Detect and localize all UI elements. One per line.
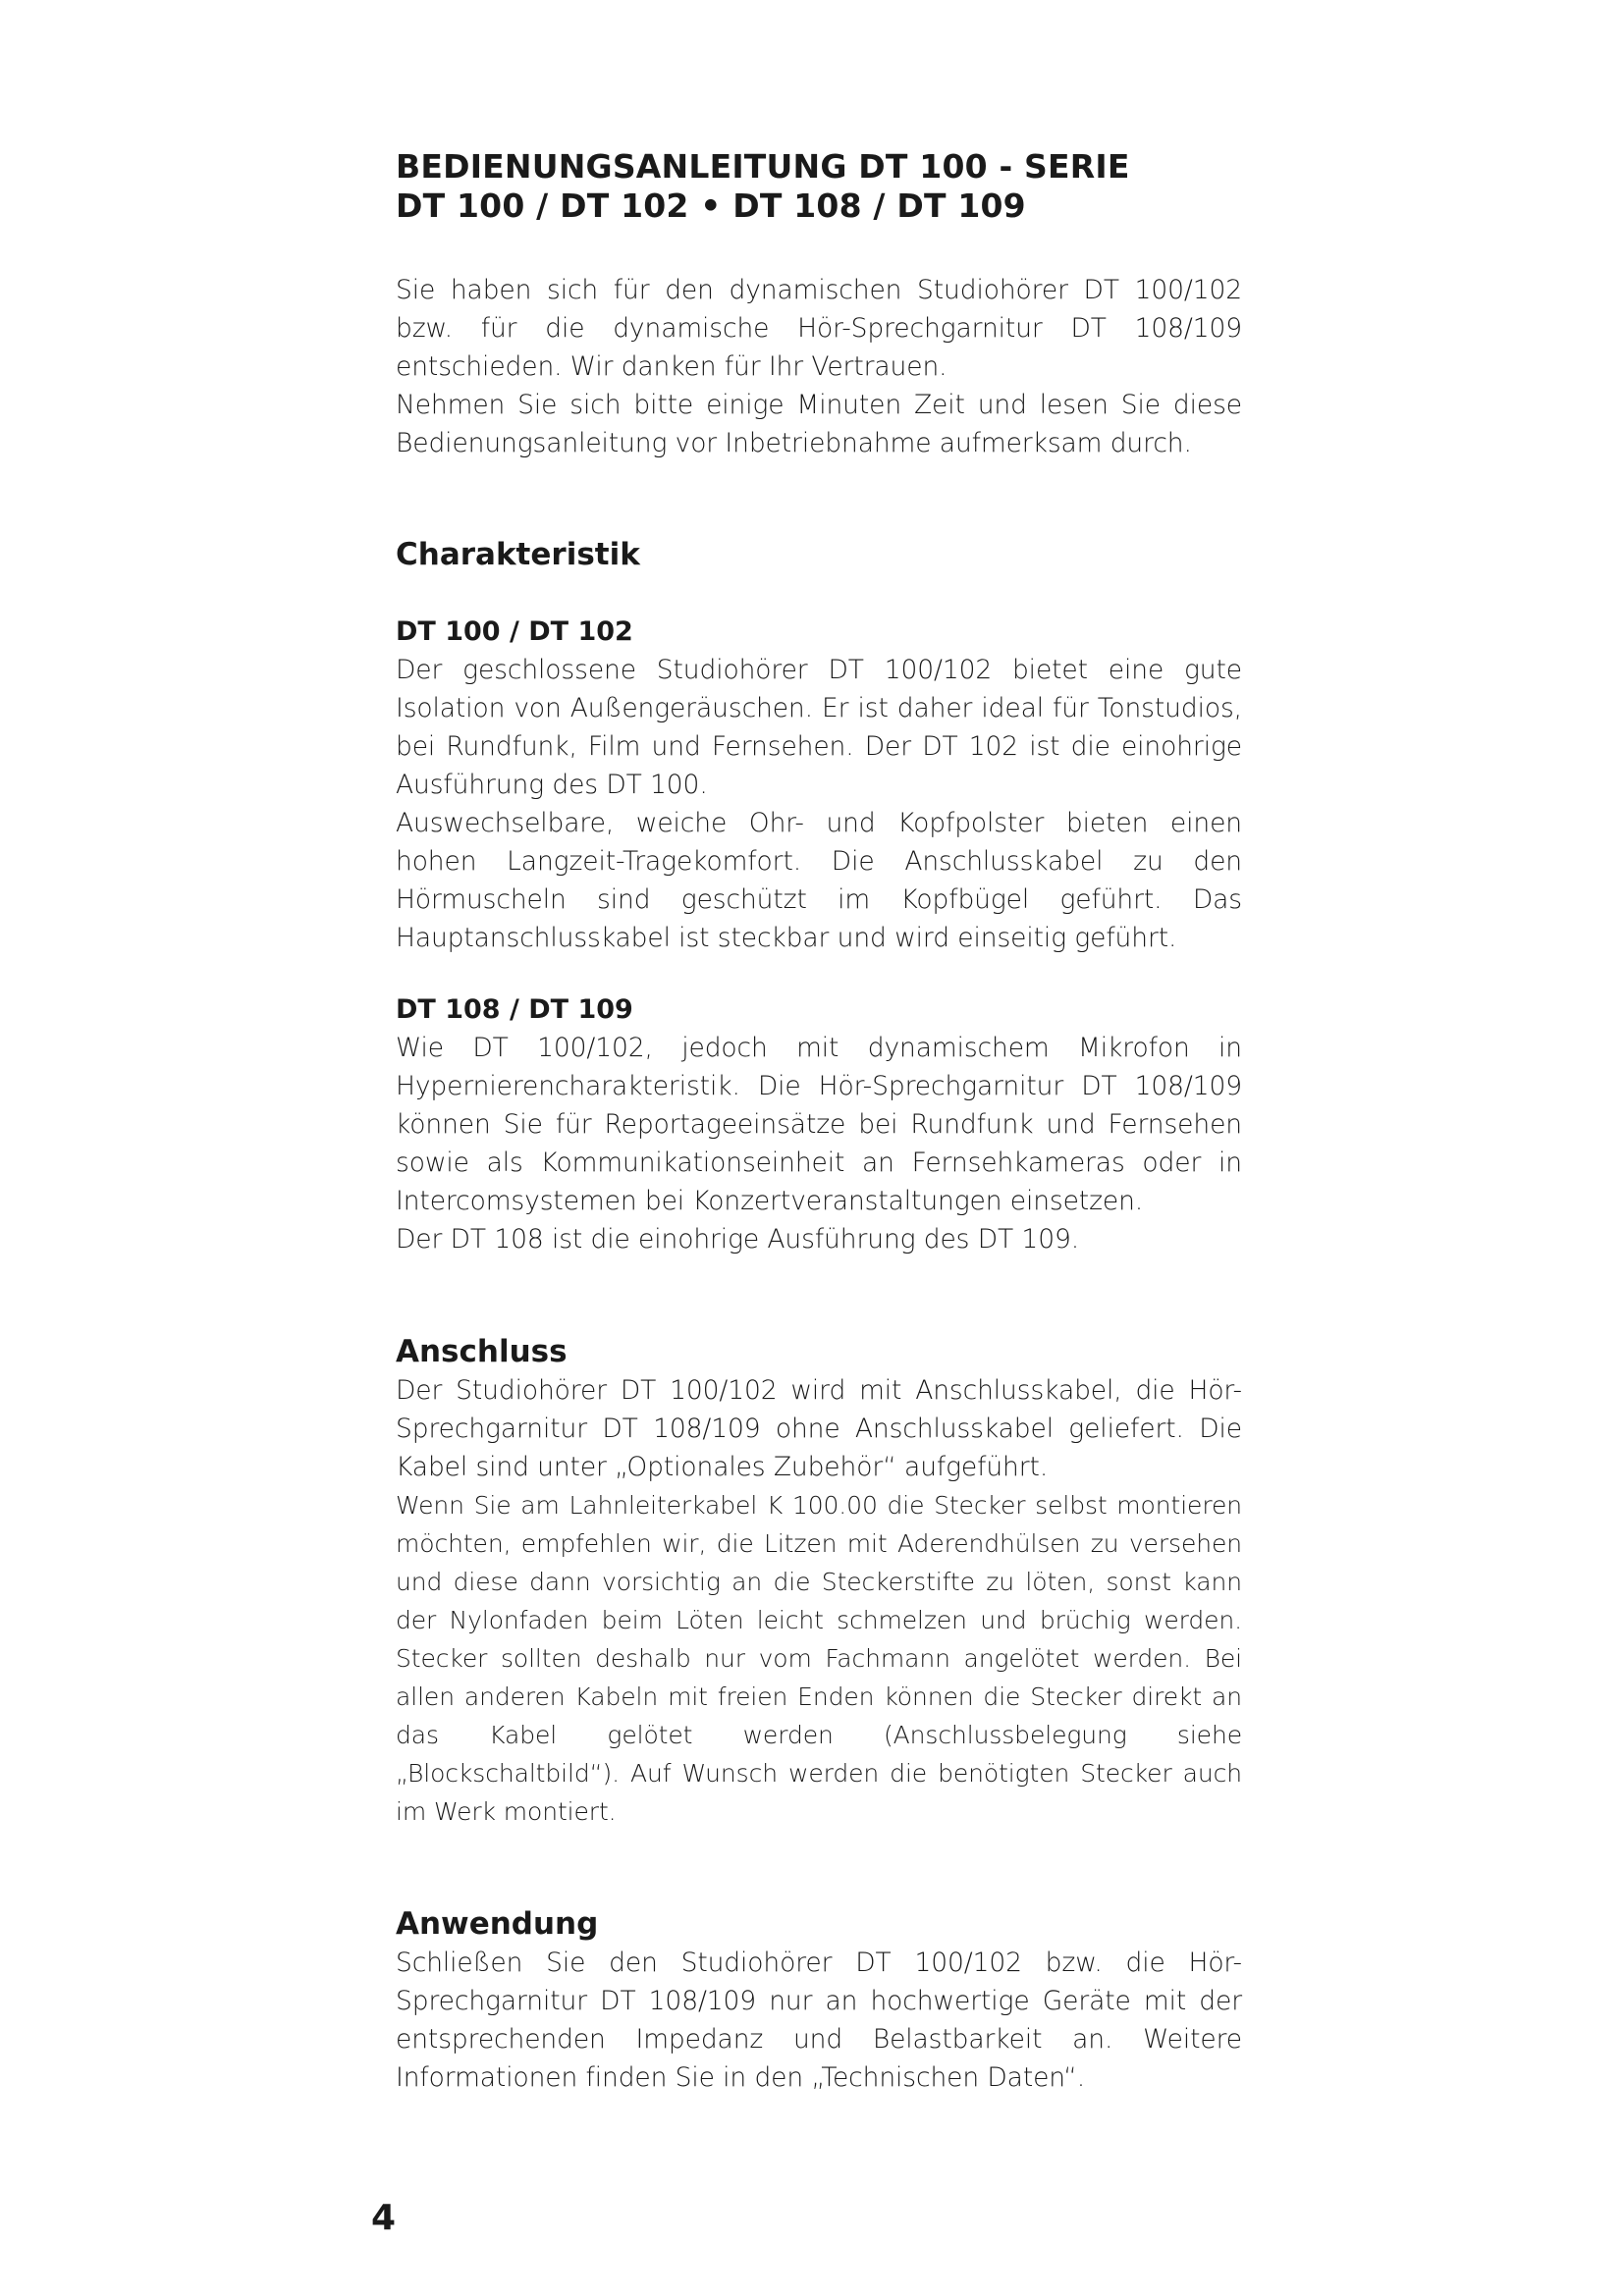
body-paragraph: Der Studiohörer DT 100/102 wird mit Anschlusskabel, die Hör-Sprechgarnitur DT 108/109 ohne Anschlusskabel geliefert. Die Kabel sind unter „Optionales Zubehör“ aufgeführt. (396, 1375, 1242, 1482)
body-paragraph: Auswechselbare, weiche Ohr- und Kopfpolster bieten einen hohen Langzeit-Tragekomfort. Die Anschlusskabel zu den Hörmuscheln sind geschützt im Kopfbügel geführt. Das Hauptanschlusskabel ist steckbar und wird einseitig geführt. (396, 808, 1242, 953)
manual-page (396, 147, 1242, 2097)
body-paragraph: Wenn Sie am Lahnleiterkabel K 100.00 die Stecker selbst montieren möchten, empfehlen wir, die Litzen mit Aderendhülsen zu versehen und diese dann vorsichtig an die Steckerstifte zu löten, sonst kann der Nylonfaden beim Löten leicht schmelzen und brüchig werden. Stecker sollten deshalb nur vom Fachmann angelötet werden. Bei allen anderen Kabeln mit freien Enden können die Stecker direkt an das Kabel gelötet werden (Anschlussbelegung siehe „Blockschaltbild“). Auf Wunsch werden die benötigten Stecker auch im Werk montiert. (396, 1491, 1242, 1826)
subsection-dt100 (396, 614, 1242, 957)
body-paragraph: Wie DT 100/102, jedoch mit dynamischem Mikrofon in Hypernierencharakteristik. Die Hör-Sprechgarnitur DT 108/109 können Sie für Reportageeinsätze bei Rundfunk und Fernsehen sowie als Kommunikationseinheit an Fernsehkameras oder in Intercomsystemen bei Konzertveranstaltungen einsetzen. (396, 1033, 1242, 1216)
title-line-2: DT 100 / DT 102 • DT 108 / DT 109 (396, 187, 1026, 225)
section-heading-charakteristik: Charakteristik (396, 537, 640, 572)
body-paragraph: Der DT 108 ist die einohrige Ausführung des DT 109. (396, 1224, 1080, 1255)
section-anschluss (396, 1332, 1242, 1831)
body-paragraph: Der geschlossene Studiohörer DT 100/102 bietet eine gute Isolation von Außengeräuschen. Er ist daher ideal für Tonstudios, bei Rundfunk, Film und Fernsehen. Der DT 102 ist die einohrige Ausführung des DT 100. (396, 655, 1242, 800)
section-anwendung (396, 1904, 1242, 2097)
body-paragraph: Schließen Sie den Studiohörer DT 100/102 bzw. die Hör-Sprechgarnitur DT 108/109 nur an hochwertige Geräte mit der entsprechenden Impedanz und Belastbarkeit an. Weitere Informationen finden Sie in den „Technischen Daten“. (396, 1948, 1242, 2093)
intro-section (396, 271, 1242, 462)
section-heading-anwendung: Anwendung (396, 1906, 599, 1942)
section-heading-anschluss: Anschluss (396, 1334, 568, 1369)
subsection-dt108 (396, 991, 1242, 1258)
subsection-heading-dt100: DT 100 / DT 102 (396, 616, 633, 647)
intro-paragraph: Nehmen Sie sich bitte einige Minuten Zeit und lesen Sie diese Bedienungsanleitung vor Inbetriebnahme aufmerksam durch. (396, 390, 1242, 458)
section-charakteristik (396, 535, 1242, 1258)
document-title (396, 147, 1242, 226)
title-line-1: BEDIENUNGSANLEITUNG DT 100 - SERIE (396, 147, 1130, 186)
page-number: 4 (371, 2198, 397, 2238)
subsection-heading-dt108: DT 108 / DT 109 (396, 994, 633, 1025)
intro-paragraph: Sie haben sich für den dynamischen Studiohörer DT 100/102 bzw. für die dynamische Hör-Sprechgarnitur DT 108/109 entschieden. Wir danken für Ihr Vertrauen. (396, 275, 1242, 382)
